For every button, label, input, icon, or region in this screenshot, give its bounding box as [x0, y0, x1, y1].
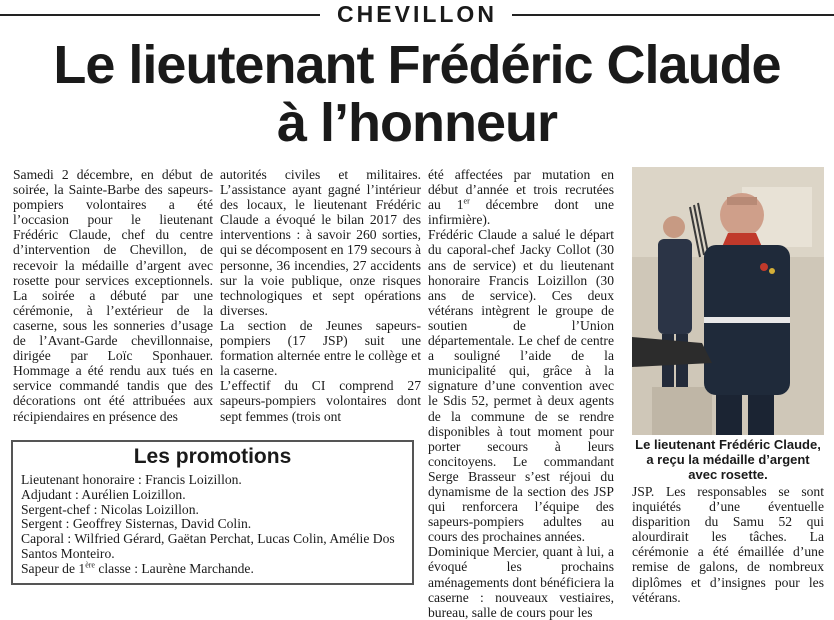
headline-line-1: Le lieutenant Frédéric Claude [53, 35, 781, 95]
promotion-item: Caporal : Wilfried Gérard, Gaëtan Perchat, Lucas Colin, Amélie Dos Santos Monteiro. [21, 531, 395, 561]
column-1-text: Samedi 2 décembre, en début de soirée, la Sainte-Barbe des sapeurs-pompiers volontaires a été l’occasion pour le lieutenant Frédéric Claude, chef du centre d’intervention de Chevillon, de recevoir la médaille d’argent avec rosette pour services exceptionnels. La soirée a débuté par une cérémonie, à l’extérieur de la caserne, sous les sonneries d’usage de l’Avant-Garde chevillonnaise, dirigée par Loïc Sponhauer. Hommage a été rendu aux tués en service commandé tandis que des décorations ont été attribuées aux récipiendaires en présence des [13, 167, 213, 424]
article-column-3 [428, 167, 614, 620]
section-kicker [0, 0, 834, 28]
ordinal-superscript: er [463, 196, 470, 206]
article-column-2 [220, 167, 421, 424]
promotion-item-last [21, 562, 409, 577]
promotion-item: Lieutenant honoraire : Francis Loizillon. [21, 472, 242, 487]
column-3-p1-text-end: décembre dont une infirmière). [428, 197, 614, 228]
column-4-text: JSP. Les responsables se sont inquiétés d’une éventuelle disparition du Samu 52 qui alourdirait les tâches. La cérémonie a été émaillée d’une remise de galons, de nombreux diplômes et d’insignes pour les vétérans. [632, 484, 824, 605]
kicker-text: CHEVILLON [337, 1, 497, 27]
column-3-paragraph-2: Frédéric Claude a salué le départ du caporal-chef Jacky Collot (30 ans de service) et du lieutenant honoraire Francis Loizillon (30 ans de service). Ces deux vétérans intègrent le groupe de soutien de l’Union départementale. Le chef de centre a souligné l’aide de la municipalité qui, grâce à la signature d’une convention avec le Sdis 52, permet à deux agents de la commune de se rendre disponibles à tout moment pour porter secours à leurs concitoyens. Le commandant Serge Brasseur s’est réjoui du dynamisme de la section des JSP qui renforcera l’équipe des sapeurs-pompiers adultes au cours des prochaines années. [428, 227, 614, 545]
column-2-paragraph-2: La section de Jeunes sapeurs-pompiers (17 JSP) suit une formation alternée entre le collège et la caserne. [220, 317, 421, 379]
kicker-rule-right [512, 14, 834, 16]
promotions-title: Les promotions [133, 445, 292, 468]
promotion-last-suffix: classe : Laurène Marchande. [94, 560, 254, 576]
column-3-paragraph-1 [428, 167, 614, 227]
promotions-box [11, 440, 414, 585]
article-column-4 [632, 484, 824, 605]
column-2-paragraph-1: autorités civiles et militaires. L’assistance ayant gagné l’intérieur des locaux, le lieutenant Frédéric Claude a évoqué le bilan 2017 des interventions : à savoir 260 sorties, qui se décomposent en 179 secours à personne, 36 incendies, 27 accidents sur la voie publique, onze risques technologiques et sept opérations diverses. [220, 167, 421, 318]
promotion-ordinal-superscript: ère [85, 560, 95, 570]
headline [0, 36, 834, 152]
column-3-p1-text: été affectées par mutation en début d’année et trois recrutées au 1 [428, 167, 614, 213]
promotion-item: Adjudant : Aurélien Loizillon. [21, 486, 186, 502]
promotion-item: Sergent-chef : Nicolas Loizillon. [21, 501, 199, 517]
article-column-1 [13, 167, 213, 424]
photo-caption: Le lieutenant Frédéric Claude, a reçu la médaille d’argent avec rosette. [635, 437, 821, 482]
column-3-paragraph-3: Dominique Mercier, quant à lui, a évoqué les prochains aménagements dont bénéficiera la caserne : nouveaux vestiaires, bureau, salle de cours pour les [428, 544, 614, 620]
photo-illustration [632, 167, 824, 435]
promotion-last-prefix: Sapeur de 1 [21, 560, 86, 576]
kicker-rule-left [0, 14, 320, 16]
promotions-list [21, 473, 409, 577]
promotion-item: Sergent : Geoffrey Sisternas, David Colin. [21, 516, 252, 532]
column-2-paragraph-3: L’effectif du CI comprend 27 sapeurs-pompiers volontaires dont sept femmes (trois ont [220, 378, 421, 424]
article-photo [632, 167, 824, 435]
headline-line-2: à l’honneur [276, 93, 557, 153]
